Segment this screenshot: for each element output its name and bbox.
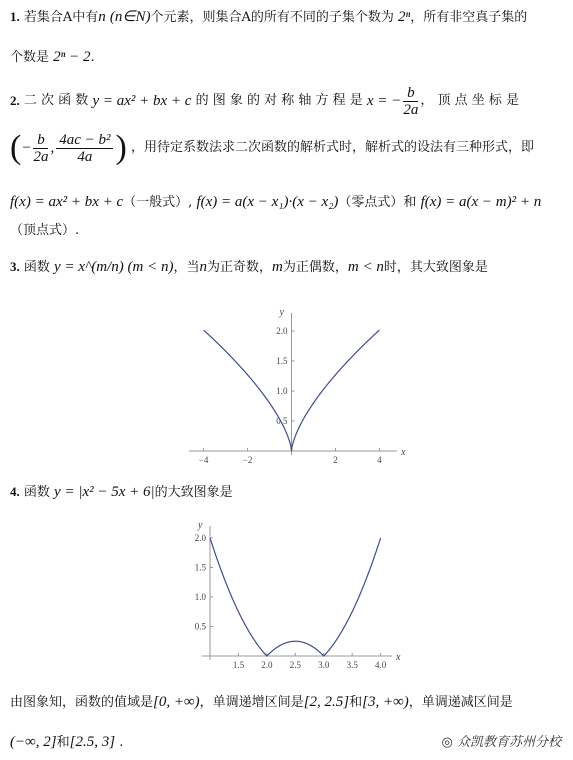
- text: 个元素，则集合A的所有不同的子集个数为: [150, 10, 394, 25]
- item-2-line-1: [10, 84, 565, 118]
- increasing-interval-1: [2, 2.5]: [303, 694, 350, 710]
- item-1-line-1: [10, 8, 565, 27]
- condition: m < n: [347, 259, 384, 275]
- increasing-interval-2: [3, +∞): [362, 694, 409, 710]
- text: ，用待定系数法求二次函数的解析式时，解析式的设法有三种形式，即: [130, 140, 534, 155]
- range: [0, +∞): [153, 694, 200, 710]
- y-tick-label: 0.5: [194, 621, 206, 632]
- x-tick-label: 2.5: [289, 660, 301, 670]
- absolute-quadratic: y = |x² − 5x + 6|: [54, 484, 155, 500]
- text: ，所有非空真子集的: [410, 10, 528, 25]
- item-number: 1.: [10, 9, 20, 24]
- item-number: 4.: [10, 484, 20, 499]
- text: 个数是: [10, 50, 50, 65]
- y-tick-label: 1.0: [276, 386, 288, 396]
- axis-lhs: x = −: [366, 93, 402, 109]
- period: .: [119, 735, 124, 750]
- text: ，单调递减区间是: [408, 695, 513, 710]
- text: 时，其大致图象是: [383, 260, 488, 275]
- math-n: n: [98, 9, 106, 25]
- x-tick-label: 3.0: [318, 660, 330, 670]
- decreasing-interval-1: (−∞, 2]: [10, 734, 57, 750]
- var-n: n: [199, 259, 208, 275]
- math-2-power-n: 2ⁿ: [398, 9, 411, 25]
- label: （零点式）和: [338, 195, 417, 210]
- item-4-line: [10, 483, 565, 502]
- item-2-line-4: [10, 222, 565, 240]
- text: 函数: [23, 485, 50, 500]
- item-2-line-2: ( − $\frac{b}{2a}$ , $\frac{\text{4ac − b²}}{4a}$ ) ，用待定系数法求二次函数的解析式时，解析式的设法有三种形式，即: [10, 129, 534, 166]
- var-m: m: [272, 259, 283, 275]
- y-axis-label: y: [198, 520, 203, 531]
- absolute-quadratic-graph: [190, 518, 410, 670]
- y-axis-label: y: [279, 307, 284, 318]
- text: 的大致图象是: [154, 485, 233, 500]
- item-number: 2.: [10, 93, 20, 108]
- general-form: f(x) = ax² + bx + c: [10, 194, 124, 210]
- wechat-icon: ◎: [441, 735, 453, 750]
- x-tick-label: 2: [333, 455, 338, 465]
- text: ，单调递增区间是: [199, 695, 304, 710]
- y-tick-label: 2.0: [276, 326, 288, 336]
- x-tick-label: 4: [377, 455, 382, 465]
- text: 若集合A中有: [23, 10, 99, 25]
- watermark: [442, 731, 562, 750]
- text: ， 顶 点 坐 标 是: [420, 93, 519, 108]
- vertex-form: f(x) = a(x − m)² + n: [420, 194, 542, 210]
- item-3-line: [10, 258, 565, 277]
- decreasing-interval-2: [2.5, 3]: [69, 734, 116, 750]
- math-condition: (n∈N): [109, 9, 151, 25]
- y-tick-label: 1.5: [194, 562, 206, 573]
- x-tick-label: −2: [242, 455, 253, 465]
- text: 的 图 象 的 对 称 轴 方 程 是: [195, 93, 363, 108]
- y-tick-label: 1.5: [276, 356, 288, 366]
- text: 由图象知，函数的值域是: [10, 695, 154, 710]
- x-axis-label: x: [401, 447, 406, 458]
- item-number: 3.: [10, 259, 20, 274]
- text: 和: [349, 695, 363, 710]
- x-tick-label: −4: [198, 455, 209, 465]
- watermark-text: 众凯教育苏州分校: [456, 735, 561, 750]
- text: ，当: [173, 260, 200, 275]
- x-tick-label: 1.5: [232, 660, 245, 670]
- text: 为正偶数，: [282, 260, 348, 275]
- math-2n-minus-2: 2ⁿ − 2: [53, 49, 91, 65]
- label: （一般式）,: [123, 195, 193, 210]
- period: .: [90, 50, 95, 65]
- quadratic-equation: y = ax² + bx + c: [92, 93, 192, 109]
- axis-fraction: $\frac{b}{2a}$: [403, 84, 419, 118]
- power-function-graph: [185, 305, 415, 465]
- power-function: y = x^(m/n) (m < n): [54, 259, 174, 275]
- x-tick-label: 2.0: [261, 660, 273, 670]
- text: 二 次 函 数: [23, 93, 89, 108]
- zero-form: f(x) = a(x − x₁)·(x − x₂): [196, 194, 339, 210]
- function-curve: [210, 538, 381, 656]
- text: 和: [56, 735, 70, 750]
- text: 函数: [23, 260, 50, 275]
- x-tick-label: 3.5: [346, 660, 358, 670]
- text: 为正奇数，: [207, 260, 273, 275]
- vertex-y-fraction: $\frac{\text{4ac − b²}}{4a}$: [56, 132, 113, 165]
- y-tick-label: 0.5: [276, 416, 288, 426]
- x-tick-label: 4.0: [375, 660, 387, 670]
- item-1-line-2: [10, 48, 565, 67]
- vertex-minus: −: [21, 140, 32, 156]
- conclusion-line-1: [10, 693, 565, 712]
- y-tick-label: 1.0: [194, 591, 206, 602]
- x-axis-label: x: [396, 652, 401, 663]
- label: （顶点式）.: [10, 223, 80, 238]
- vertex-x-fraction: $\frac{b}{2a}$: [33, 131, 49, 165]
- item-2-line-3: [10, 193, 565, 212]
- y-tick-label: 2.0: [194, 532, 206, 543]
